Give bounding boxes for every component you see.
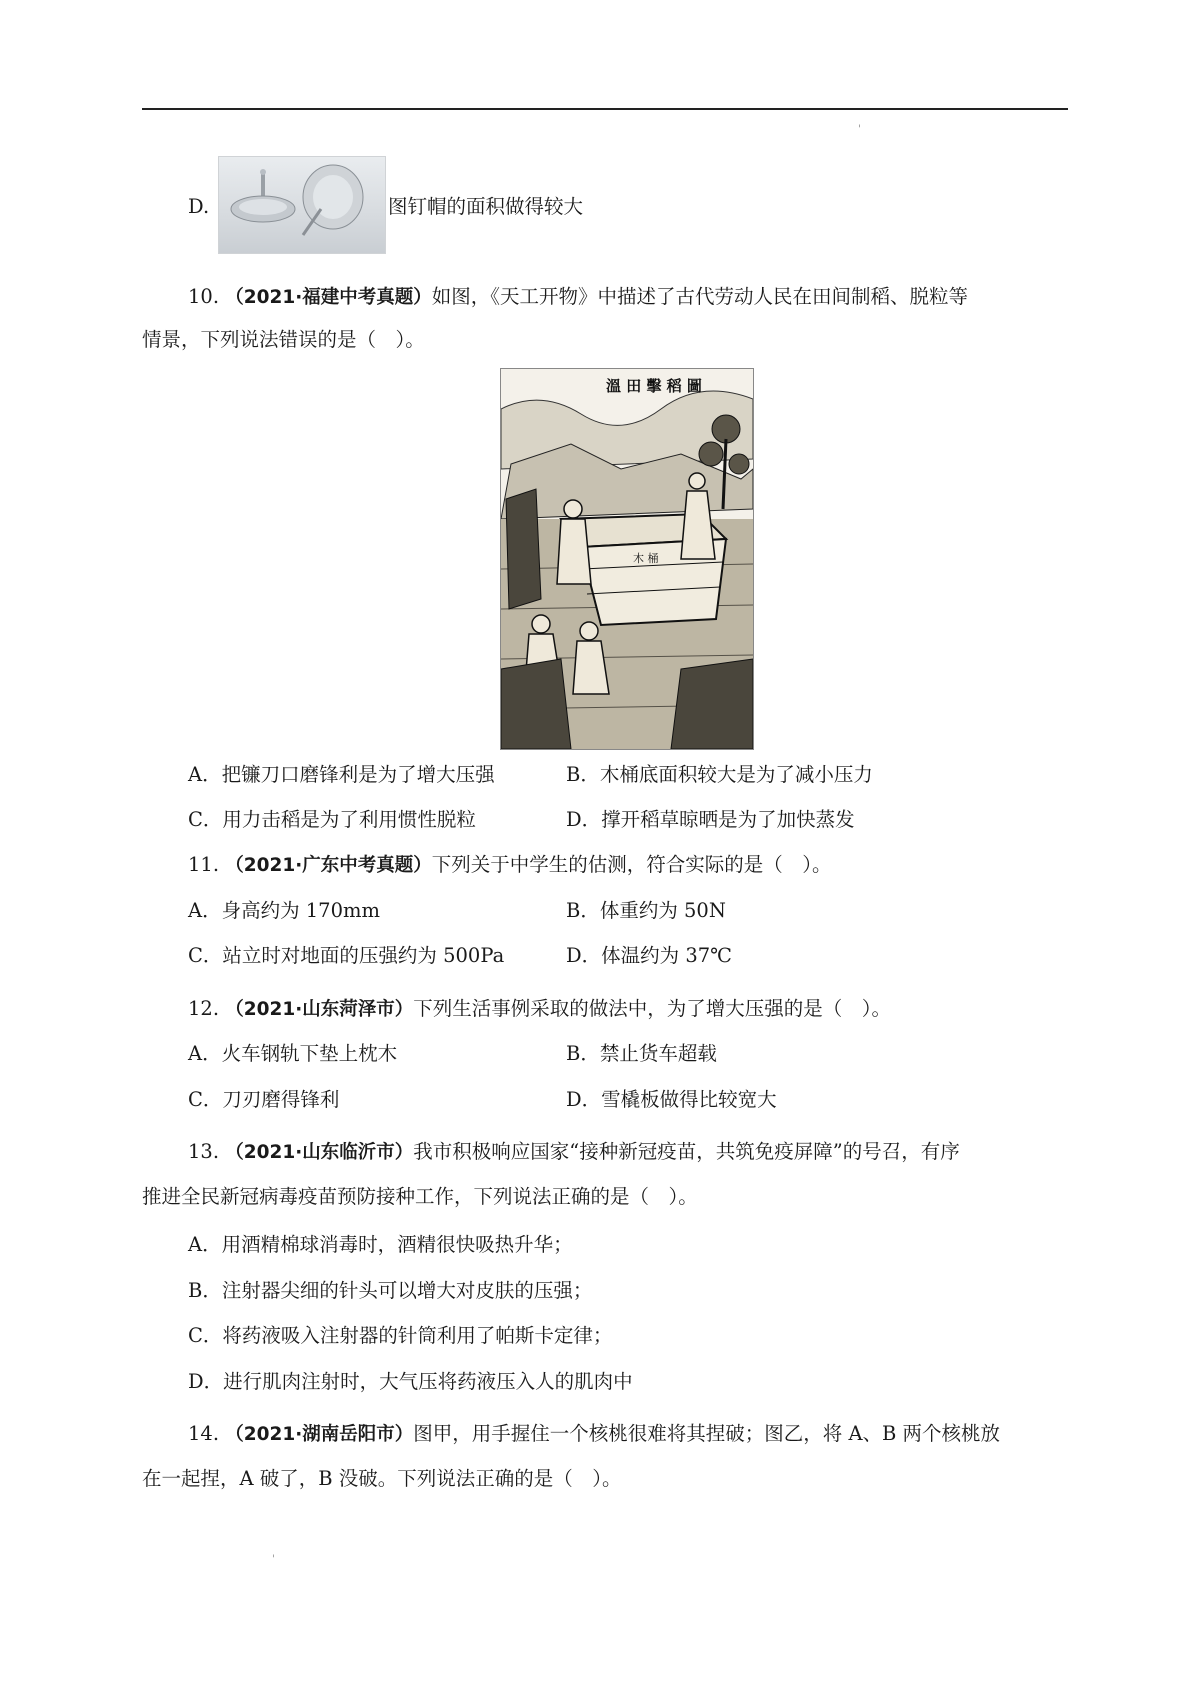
q13-option-c: C．将药液吸入注射器的针筒利用了帕斯卡定律； (188, 1324, 613, 1347)
q9-option-d-text: 图钉帽的面积做得较大 (388, 195, 584, 218)
q13-source: （2021·山东临沂市） (225, 1142, 414, 1163)
thumbtack-drawing (219, 157, 385, 253)
q10-option-b: B．木桶底面积较大是为了减小压力 (566, 763, 873, 786)
woodcut-image (500, 368, 754, 750)
q13-stem-text1: 我市积极响应国家“接种新冠疫苗，共筑免疫屏障”的号召，有序 (413, 1140, 960, 1163)
q11-source: （2021·广东中考真题） (225, 855, 432, 876)
q11-option-c: C．站立时对地面的压强约为 500Pa (188, 944, 505, 967)
q12-option-c: C．刀刃磨得锋利 (188, 1088, 340, 1111)
q14-stem-text1: 图甲，用手握住一个核桃很难将其捏破；图乙，将 A、B 两个核桃放 (413, 1422, 1001, 1445)
thumbtack-image (218, 156, 386, 254)
q11-option-a: A．身高约为 170mm (188, 899, 380, 922)
q10-option-a: A．把镰刀口磨锋利是为了增大压强 (188, 763, 495, 786)
q12-option-b: B．禁止货车超载 (566, 1042, 717, 1065)
q13-option-b: B．注射器尖细的针头可以增大对皮肤的压强； (188, 1279, 593, 1302)
q11-stem-text: 下列关于中学生的估测，符合实际的是（ ）。 (431, 853, 832, 876)
header-rule (142, 108, 1068, 110)
q13-stem-line2: 推进全民新冠病毒疫苗预防接种工作，下列说法正确的是（ ）。 (142, 1185, 698, 1208)
q13-stem-line1 (188, 1137, 960, 1168)
q12-option-d: D．雪橇板做得比较宽大 (566, 1088, 777, 1111)
q10-stem-line2: 情景，下列说法错误的是（ ）。 (142, 328, 425, 351)
q10-number: 10. (188, 285, 220, 308)
q10-stem-line1 (188, 282, 968, 313)
woodcut-title: 溫 田 擊 稻 圖 (606, 377, 702, 395)
q14-source: （2021·湖南岳阳市） (225, 1424, 414, 1445)
header-mark: ' (858, 124, 861, 135)
q12-stem-text: 下列生活事例采取的做法中，为了增大压强的是（ ）。 (413, 997, 892, 1020)
q11-number: 11. (188, 853, 220, 876)
q13-number: 13. (188, 1140, 220, 1163)
q11-option-b: B．体重约为 50N (566, 899, 726, 922)
q11-option-d: D．体温约为 37℃ (566, 944, 732, 967)
q12-number: 12. (188, 997, 220, 1020)
q10-option-c: C．用力击稻是为了利用惯性脱粒 (188, 808, 476, 831)
q12-option-a: A．火车钢轨下垫上枕木 (188, 1042, 398, 1065)
q11-stem (188, 850, 832, 881)
q13-option-d: D．进行肌肉注射时，大气压将药液压入人的肌肉中 (188, 1370, 633, 1393)
q13-option-a: A．用酒精棉球消毒时，酒精很快吸热升华； (188, 1233, 573, 1256)
woodcut-drawing (501, 369, 753, 749)
q12-stem (188, 994, 891, 1025)
woodcut-tub-label: 木 桶 (633, 552, 659, 565)
q14-stem-line2: 在一起捏，A 破了，B 没破。下列说法正确的是（ ）。 (142, 1467, 622, 1490)
q14-number: 14. (188, 1422, 220, 1445)
q10-stem-text1: 如图，《天工开物》中描述了古代劳动人民在田间制稻、脱粒等 (431, 285, 969, 308)
q10-source: （2021·福建中考真题） (225, 287, 432, 308)
footer-mark: ' (272, 1554, 275, 1565)
q14-stem-line1 (188, 1419, 1000, 1450)
q12-source: （2021·山东菏泽市） (225, 999, 414, 1020)
q9-option-d-letter: D. (188, 195, 210, 218)
q10-option-d: D．撑开稻草晾晒是为了加快蒸发 (566, 808, 855, 831)
